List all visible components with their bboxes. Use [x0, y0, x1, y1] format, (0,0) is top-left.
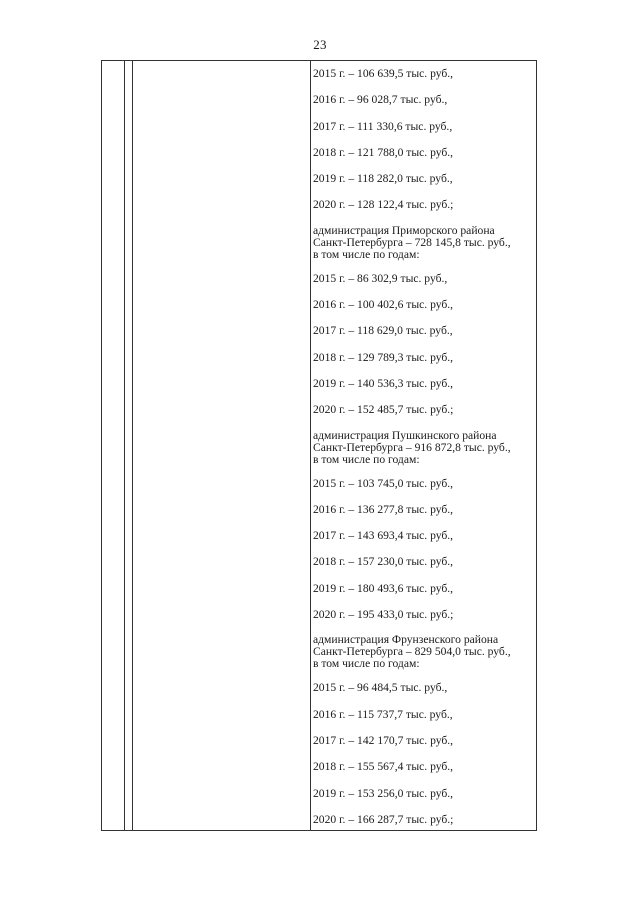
district-administration-text: Санкт-Петербурга – 728 145,8 тыс. руб., [313, 235, 511, 249]
funding-year-line: 2018 г. – 157 230,0 тыс. руб., [313, 555, 454, 569]
column-divider [310, 61, 311, 830]
district-administration-text: Санкт-Петербурга – 916 872,8 тыс. руб., [313, 440, 511, 454]
funding-year-line: 2015 г. – 86 302,9 тыс. руб., [313, 271, 448, 285]
funding-year-line: 2018 г. – 155 567,4 тыс. руб., [313, 760, 454, 774]
funding-year-line: 2018 г. – 121 788,0 тыс. руб., [313, 145, 454, 159]
page-number: 23 [313, 37, 327, 52]
district-administration-text: администрация Пушкинского района [313, 428, 497, 442]
funding-year-line: 2017 г. – 118 629,0 тыс. руб., [313, 324, 453, 338]
funding-year-line: 2016 г. – 96 028,7 тыс. руб., [313, 93, 448, 107]
column-divider [132, 61, 133, 830]
funding-year-line: 2015 г. – 103 745,0 тыс. руб., [313, 476, 454, 490]
district-administration-text: администрация Фрунзенского района [313, 633, 499, 647]
district-administration-text: администрация Приморского района [313, 223, 495, 237]
funding-year-line: 2020 г. – 195 433,0 тыс. руб.; [313, 608, 454, 622]
column-divider [124, 61, 125, 830]
funding-year-line: 2019 г. – 180 493,6 тыс. руб., [313, 581, 454, 595]
funding-year-line: 2017 г. – 142 170,7 тыс. руб., [313, 733, 454, 747]
funding-year-line: 2017 г. – 111 330,6 тыс. руб., [313, 119, 453, 133]
funding-year-line: 2019 г. – 140 536,3 тыс. руб., [313, 376, 454, 390]
funding-year-line: 2020 г. – 166 287,7 тыс. руб.; [313, 812, 454, 826]
funding-year-line: 2015 г. – 96 484,5 тыс. руб., [313, 681, 448, 695]
funding-year-line: 2020 г. – 128 122,4 тыс. руб.; [313, 198, 454, 212]
funding-year-line: 2019 г. – 118 282,0 тыс. руб., [313, 172, 453, 186]
funding-year-line: 2020 г. – 152 485,7 тыс. руб.; [313, 403, 454, 417]
funding-year-line: 2016 г. – 100 402,6 тыс. руб., [313, 298, 454, 312]
funding-year-line: 2016 г. – 115 737,7 тыс. руб., [313, 707, 453, 721]
funding-year-line: 2019 г. – 153 256,0 тыс. руб., [313, 786, 454, 800]
funding-year-line: 2017 г. – 143 693,4 тыс. руб., [313, 529, 454, 543]
funding-year-line: 2016 г. – 136 277,8 тыс. руб., [313, 502, 454, 516]
funding-year-line: 2015 г. – 106 639,5 тыс. руб., [313, 67, 454, 80]
district-administration-text: в том числе по годам: [313, 657, 420, 671]
district-administration-block [313, 425, 535, 472]
district-administration-text: в том числе по годам: [313, 452, 420, 466]
district-administration-text: в том числе по годам: [313, 247, 420, 261]
district-administration-block [313, 220, 535, 267]
district-administration-block [313, 629, 535, 676]
funding-year-line: 2018 г. – 129 789,3 тыс. руб., [313, 350, 454, 364]
funding-details-cell [313, 62, 535, 834]
district-administration-text: Санкт-Петербурга – 829 504,0 тыс. руб., [313, 645, 511, 659]
